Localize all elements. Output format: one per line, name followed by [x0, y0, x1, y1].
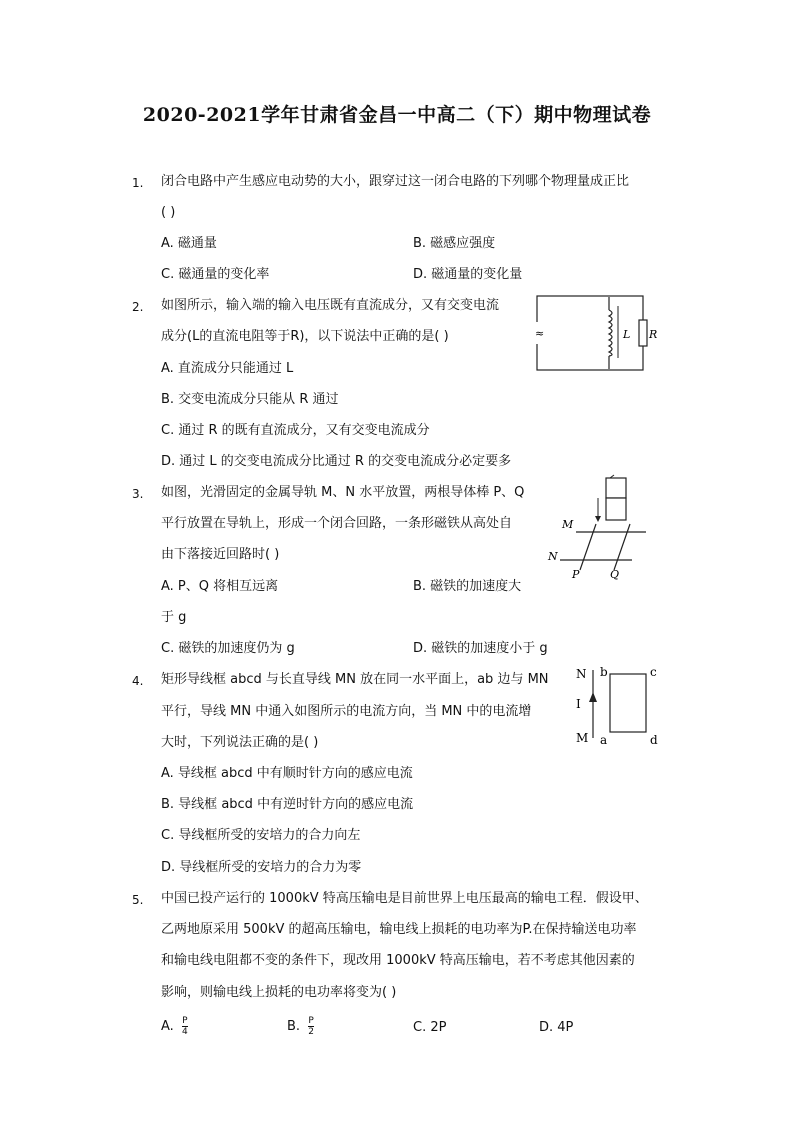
current-arrow-icon	[589, 692, 597, 702]
wire-frame-diagram	[572, 664, 662, 746]
question-number: 5.	[132, 893, 144, 907]
question-number: 4.	[132, 674, 144, 688]
option-b-continued: 于 g	[161, 610, 187, 625]
fraction-denominator: 4	[181, 1027, 188, 1037]
magnet-upper-icon	[606, 478, 626, 498]
rod-q-label: Q	[610, 568, 620, 581]
rod-q	[614, 524, 630, 570]
inductor-label: L	[623, 328, 631, 341]
resistor-label: R	[649, 328, 658, 341]
question-stem-line: 由下落接近回路时( )	[161, 547, 280, 562]
rod-p	[580, 524, 596, 570]
question-stem-line: 平行，导线 MN 中通入如图所示的电流方向，当 MN 中的电流增	[161, 704, 532, 719]
page-title: 2020-2021学年甘肃省金昌一中高二（下）期中物理试卷	[142, 104, 652, 126]
option-c: C. 通过 R 的既有直流成分，又有交变电流成分	[161, 423, 430, 438]
option-c: C. 磁铁的加速度仍为 g	[161, 641, 295, 656]
option-b: B. 导线框 abcd 中有逆时针方向的感应电流	[161, 797, 414, 812]
fraction-numerator: P	[308, 1016, 314, 1026]
wire-m-label: M	[576, 731, 589, 745]
option-a	[161, 1016, 188, 1037]
question-stem-line: 闭合电路中产生感应电动势的大小，跟穿过这一闭合电路的下列哪个物理量成正比	[161, 174, 630, 189]
rails-magnet-diagram	[548, 478, 648, 582]
option-a: A. P、Q 将相互远离	[161, 579, 279, 594]
option-c: C. 2P	[413, 1020, 447, 1035]
rail-n-label: N	[548, 550, 558, 563]
question-stem-line: 中国已投产运行的 1000kV 特高压输电是目前世界上电压最高的输电工程．假设甲、	[161, 891, 648, 906]
fraction-denominator: 2	[308, 1027, 314, 1037]
question-stem-line: 矩形导线框 abcd 与长直导线 MN 放在同一水平面上，ab 边与 MN	[161, 672, 549, 687]
question-stem-line: 影响，则输电线上损耗的电功率将变为( )	[161, 985, 397, 1000]
option-b: B. 磁感应强度	[413, 236, 496, 251]
option-d: D. 4P	[539, 1020, 574, 1035]
question-stem-line: 成分(L的直流电阻等于R)，以下说法中正确的是( )	[161, 329, 449, 344]
question-number: 2.	[132, 300, 144, 314]
magnet-lower-icon	[606, 498, 626, 520]
corner-c-label: c	[650, 665, 657, 679]
resistor-icon	[639, 320, 647, 346]
option-label: A.	[161, 1019, 174, 1034]
question-stem-line: 如图所示，输入端的输入电压既有直流成分，又有交变电流	[161, 298, 500, 313]
option-d: D. 磁通量的变化量	[413, 267, 523, 282]
question-number: 3.	[132, 487, 144, 501]
question-number: 1.	[132, 176, 144, 190]
ac-source-symbol: ≈	[535, 327, 545, 340]
option-label: B.	[287, 1019, 301, 1034]
question-stem-line: 和输电线电阻都不变的条件下，现改用 1000kV 特高压输电，若不考虑其他因素的	[161, 953, 635, 968]
current-i-label: I	[576, 697, 581, 711]
corner-b-label: b	[600, 665, 608, 679]
rect-frame	[610, 674, 646, 732]
option-a: A. 直流成分只能通过 L	[161, 361, 294, 376]
fraction	[308, 1016, 314, 1037]
option-a: A. 磁通量	[161, 236, 217, 251]
rod-p-label: P	[572, 568, 580, 581]
question-stem-line: 乙两地原采用 500kV 的超高压输电，输电线上损耗的电功率为P.在保持输送电功率	[161, 922, 637, 937]
wire-n-label: N	[576, 667, 587, 681]
option-a: A. 导线框 abcd 中有顺时针方向的感应电流	[161, 766, 413, 781]
option-b: B. 交变电流成分只能从 R 通过	[161, 392, 339, 407]
option-b: B. 磁铁的加速度大	[413, 579, 522, 594]
option-d: D. 磁铁的加速度小于 g	[413, 641, 548, 656]
fraction-numerator: P	[182, 1016, 188, 1026]
circuit-diagram	[533, 292, 658, 374]
option-b	[287, 1016, 314, 1037]
corner-a-label: a	[600, 733, 608, 747]
rail-m-label: M	[562, 518, 574, 531]
question-stem-line: ( )	[161, 205, 176, 220]
question-stem-line: 平行放置在导轨上，形成一个闭合回路，一条形磁铁从高处自	[161, 516, 513, 531]
corner-d-label: d	[650, 733, 658, 747]
option-c: C. 磁通量的变化率	[161, 267, 270, 282]
question-stem-line: 大时，下列说法正确的是( )	[161, 735, 319, 750]
option-d: D. 通过 L 的交变电流成分比通过 R 的交变电流成分必定要多	[161, 454, 512, 469]
fraction	[182, 1016, 188, 1037]
question-stem-line: 如图，光滑固定的金属导轨 M、N 水平放置，两根导体棒 P、Q	[161, 485, 525, 500]
option-c: C. 导线框所受的安培力的合力向左	[161, 828, 361, 843]
option-d: D. 导线框所受的安培力的合力为零	[161, 860, 362, 875]
